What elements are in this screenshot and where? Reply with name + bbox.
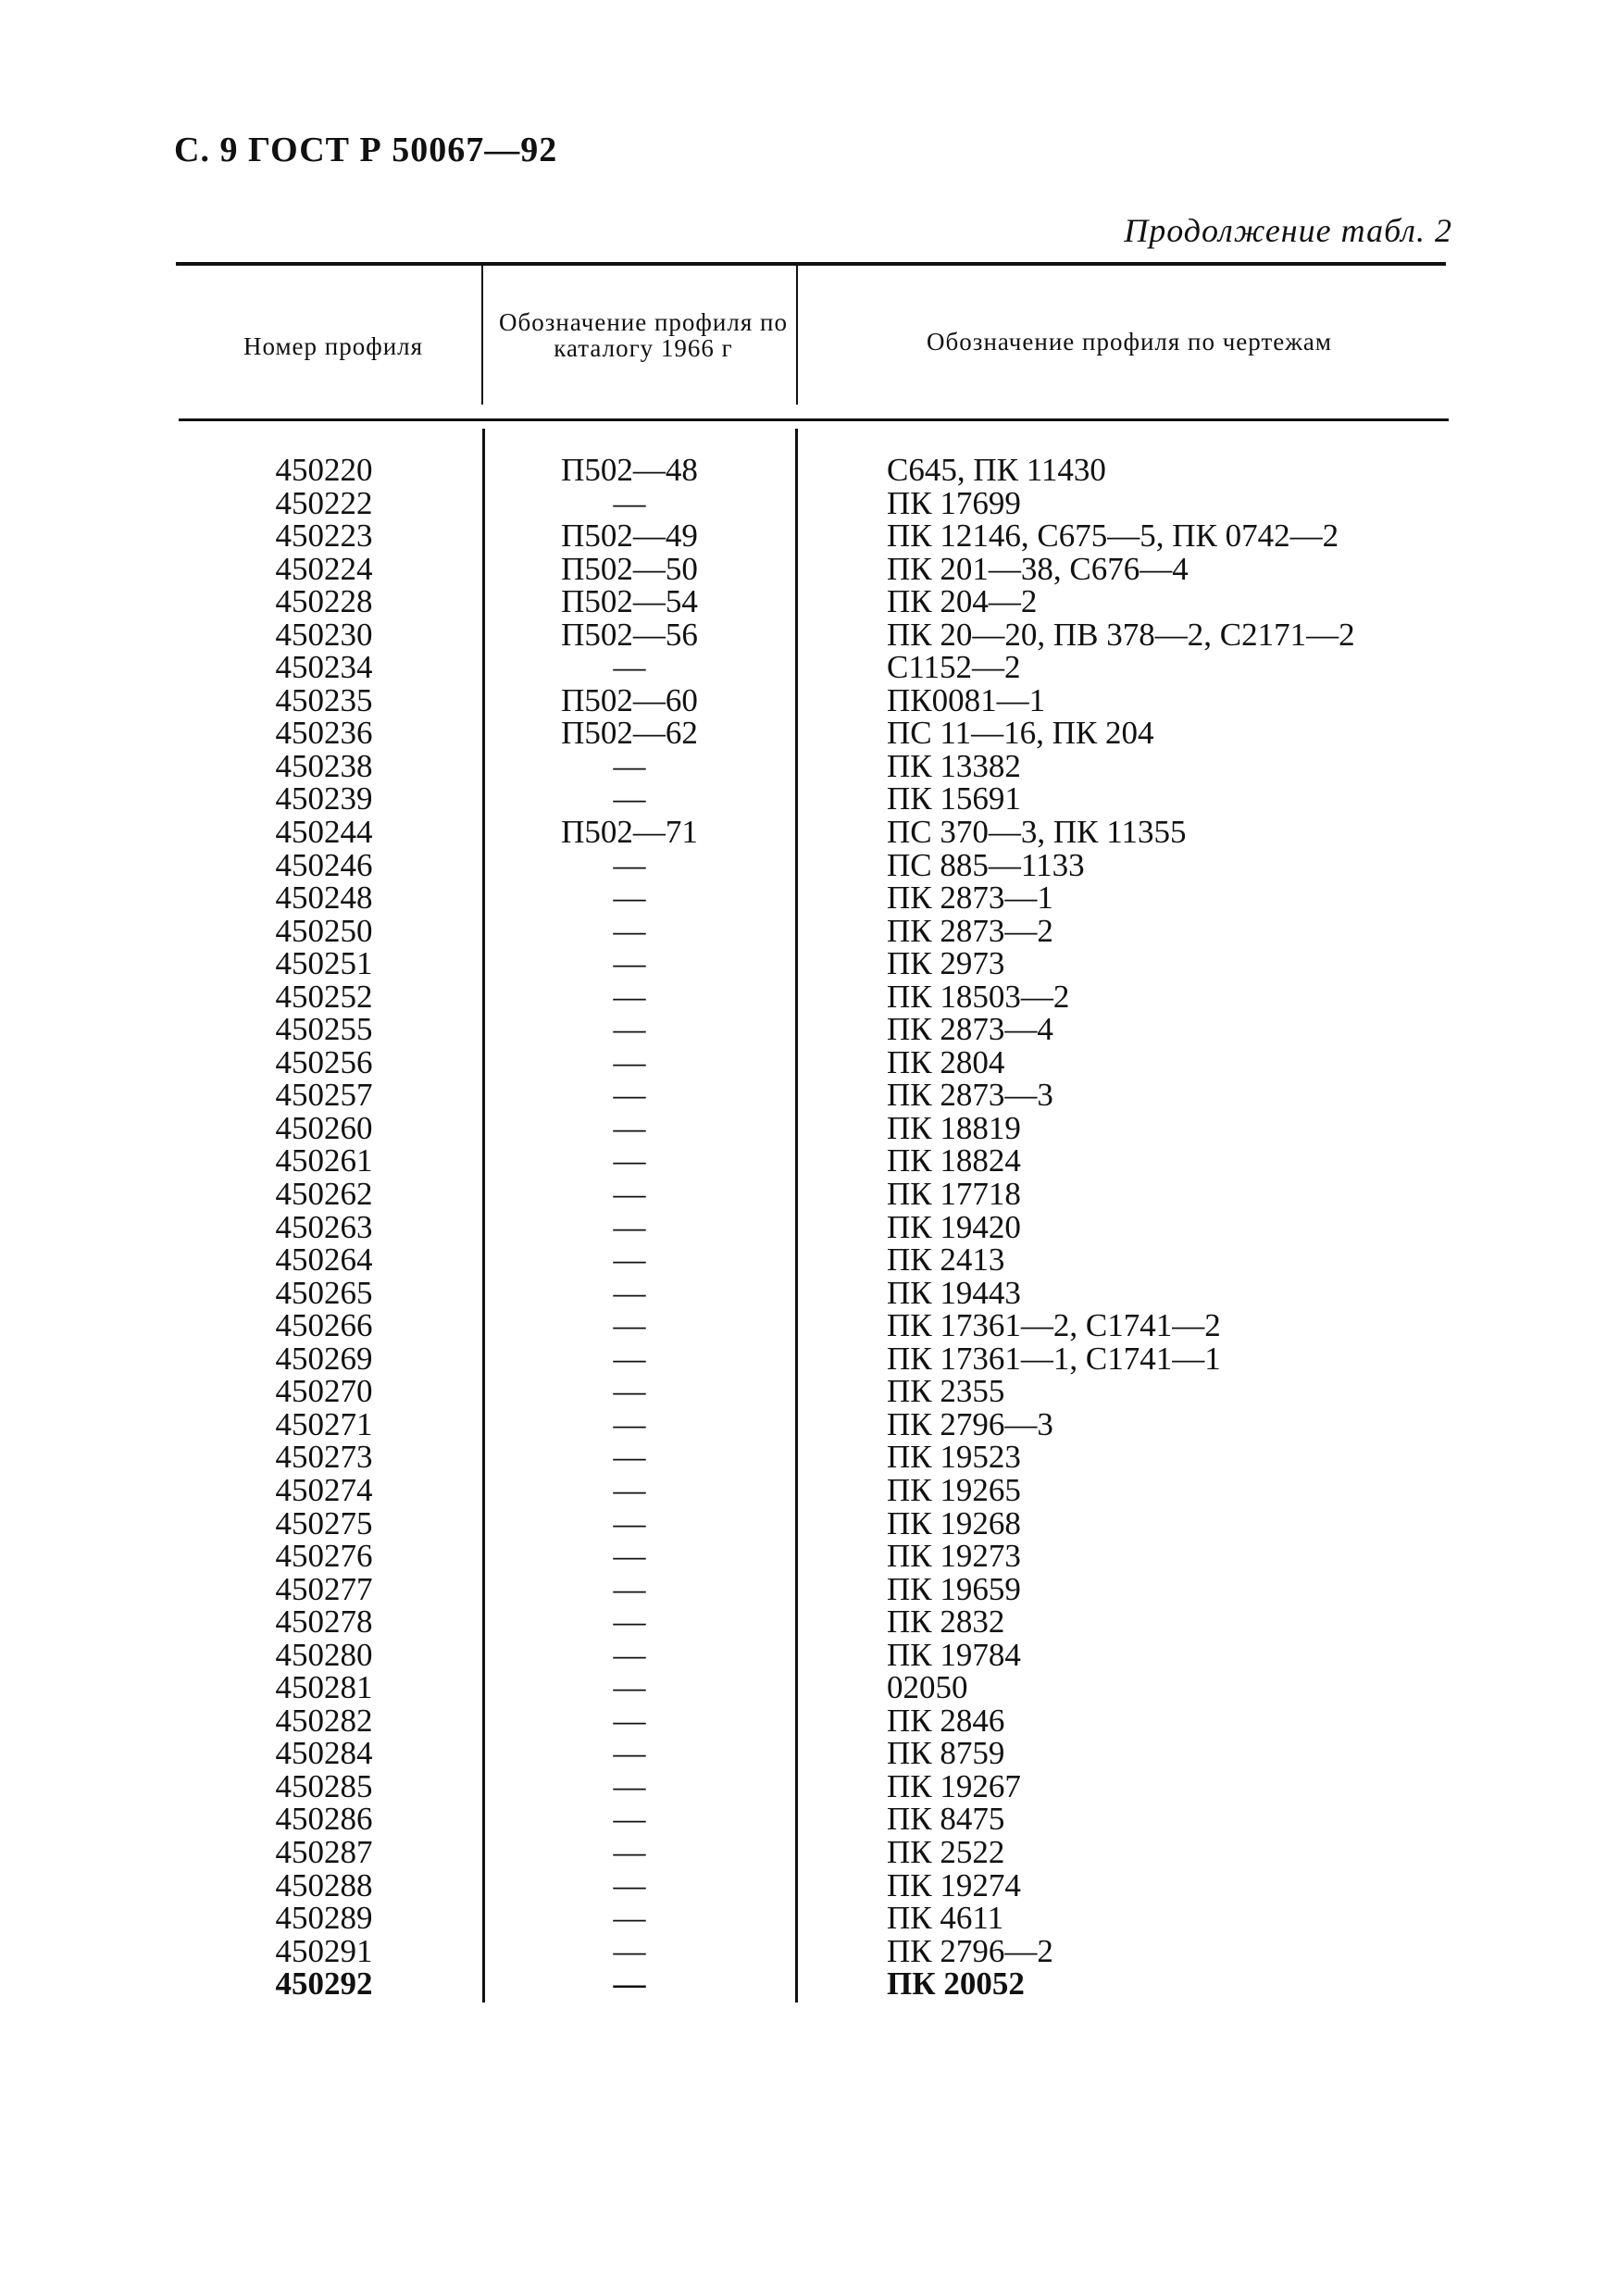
catalog-designation-cell: — — [613, 1702, 646, 1739]
profile-number-cell: 450224 — [275, 550, 373, 587]
table-row — [0, 1504, 1619, 1541]
drawing-designation-cell: ПК 17361—1, С1741—1 — [887, 1340, 1221, 1377]
table-row — [0, 1405, 1619, 1442]
drawing-designation-cell: ПК 19420 — [887, 1208, 1021, 1245]
catalog-designation-cell: — — [613, 1274, 646, 1311]
profile-number-cell: 450287 — [275, 1833, 373, 1870]
table-row — [0, 1441, 1619, 1474]
profile-number-cell: 450251 — [275, 945, 373, 982]
drawing-designation-cell: ПК 8475 — [887, 1801, 1005, 1838]
drawing-designation-cell: ПК 19443 — [887, 1274, 1021, 1311]
profile-number-cell: 450278 — [275, 1603, 373, 1641]
drawing-designation-cell: ПК 17718 — [887, 1176, 1021, 1213]
column-header-drawing-designation: Обозначение профиля по чертежам — [927, 328, 1332, 356]
drawing-designation-cell: ПК 2796—3 — [887, 1405, 1053, 1442]
profile-number-cell: 450277 — [275, 1570, 373, 1607]
table-top-rule — [176, 262, 1446, 266]
profile-number-cell: 450269 — [275, 1340, 373, 1377]
table-row — [0, 1109, 1619, 1146]
drawing-designation-cell: ПК 2873—3 — [887, 1077, 1053, 1114]
header-bottom-rule — [179, 418, 1449, 421]
profile-number-cell: 450265 — [275, 1274, 373, 1311]
profile-number-cell: 450234 — [275, 649, 373, 686]
table-row — [0, 1079, 1619, 1112]
drawing-designation-cell: ПК 20052 — [887, 1965, 1025, 2003]
table-row — [0, 747, 1619, 784]
profile-number-cell: 450261 — [275, 1142, 373, 1179]
catalog-designation-cell: — — [613, 1801, 646, 1838]
profile-number-cell: 450288 — [275, 1866, 373, 1903]
profile-number-cell: 450230 — [275, 616, 373, 653]
catalog-designation-cell: — — [613, 747, 646, 784]
profile-number-cell: 450228 — [275, 583, 373, 620]
catalog-designation-cell: — — [613, 1603, 646, 1641]
table-row — [0, 1342, 1619, 1376]
drawing-designation-cell: ПК 17361—2, С1741—2 — [887, 1307, 1221, 1344]
table-row — [0, 1274, 1619, 1311]
table-row — [0, 618, 1619, 652]
profile-number-cell: 450248 — [275, 880, 373, 917]
profile-number-cell: 450264 — [275, 1242, 373, 1279]
table-row — [0, 550, 1619, 587]
catalog-designation-cell: — — [613, 978, 646, 1015]
profile-number-cell: 450263 — [275, 1208, 373, 1245]
drawing-designation-cell: ПК 2973 — [887, 945, 1005, 982]
profile-number-cell: 450291 — [275, 1932, 373, 1969]
table-row — [0, 1866, 1619, 1903]
catalog-designation-cell: — — [613, 649, 646, 686]
column-header-profile-number: Номер профиля — [243, 332, 424, 360]
drawing-designation-cell: ПК 19523 — [887, 1439, 1021, 1476]
table-row — [0, 1671, 1619, 1704]
table-row — [0, 1309, 1619, 1342]
catalog-designation-cell: — — [613, 1833, 646, 1870]
profile-number-cell: 450276 — [275, 1538, 373, 1575]
drawing-designation-cell: ПК 18503—2 — [887, 978, 1070, 1015]
catalog-designation-cell: — — [613, 1932, 646, 1969]
table-row — [0, 1833, 1619, 1870]
catalog-designation-cell: — — [613, 1900, 646, 1937]
drawing-designation-cell: ПК 19268 — [887, 1504, 1021, 1541]
drawing-designation-cell: ПК 13382 — [887, 747, 1021, 784]
catalog-designation-cell: — — [613, 1866, 646, 1903]
catalog-designation-cell: — — [613, 880, 646, 917]
table-row — [0, 782, 1619, 816]
catalog-designation-cell: — — [613, 1043, 646, 1080]
profile-number-cell: 450255 — [275, 1011, 373, 1048]
drawing-designation-cell: ПК 12146, С675—5, ПК 0742—2 — [887, 518, 1339, 555]
catalog-designation-cell: — — [613, 1109, 646, 1146]
catalog-designation-cell: — — [613, 484, 646, 521]
page-header: С. 9 ГОСТ Р 50067—92 — [174, 131, 558, 169]
drawing-designation-cell: ПК 2873—4 — [887, 1011, 1053, 1048]
catalog-designation-cell: — — [613, 1471, 646, 1508]
table-row — [0, 1767, 1619, 1804]
table-row — [0, 816, 1619, 849]
catalog-designation-cell: — — [613, 780, 646, 817]
drawing-designation-cell: ПК 2846 — [887, 1702, 1005, 1739]
table-row — [0, 1605, 1619, 1639]
table-row — [0, 1471, 1619, 1508]
profile-number-cell: 450256 — [275, 1043, 373, 1080]
catalog-designation-cell: — — [613, 1373, 646, 1410]
table-row — [0, 454, 1619, 487]
profile-number-cell: 450220 — [275, 452, 373, 488]
profile-number-cell: 450280 — [275, 1636, 373, 1673]
table-row — [0, 651, 1619, 684]
profile-number-cell: 450273 — [275, 1439, 373, 1476]
table-caption: Продолжение табл. 2 — [1124, 212, 1452, 249]
table-row — [0, 1375, 1619, 1408]
drawing-designation-cell: 02050 — [887, 1669, 968, 1706]
profile-number-cell: 450222 — [275, 484, 373, 521]
drawing-designation-cell: ПК 201—38, С676—4 — [887, 550, 1189, 587]
catalog-designation-cell: П502—56 — [561, 616, 698, 653]
profile-number-cell: 450292 — [275, 1965, 373, 2003]
table-row — [0, 1013, 1619, 1046]
table-row — [0, 717, 1619, 750]
profile-number-cell: 450281 — [275, 1669, 373, 1706]
table-row — [0, 519, 1619, 553]
catalog-designation-cell: — — [613, 1767, 646, 1804]
drawing-designation-cell: ПК 17699 — [887, 484, 1021, 521]
profile-number-cell: 450257 — [275, 1077, 373, 1114]
drawing-designation-cell: ПК 4611 — [887, 1900, 1004, 1937]
table-row — [0, 681, 1619, 718]
table-row — [0, 1570, 1619, 1607]
profile-number-cell: 450252 — [275, 978, 373, 1015]
drawing-designation-cell: ПС 885—1133 — [887, 846, 1085, 883]
table-row — [0, 846, 1619, 883]
profile-number-cell: 450223 — [275, 518, 373, 555]
table-row — [0, 912, 1619, 949]
drawing-designation-cell: ПК 18824 — [887, 1142, 1021, 1179]
profile-number-cell: 450266 — [275, 1307, 373, 1344]
profile-number-cell: 450262 — [275, 1176, 373, 1213]
profile-number-cell: 450236 — [275, 715, 373, 752]
profile-number-cell: 450289 — [275, 1900, 373, 1937]
drawing-designation-cell: С645, ПК 11430 — [887, 452, 1106, 488]
drawing-designation-cell: ПК0081—1 — [887, 681, 1046, 718]
catalog-designation-cell: П502—54 — [561, 583, 698, 620]
drawing-designation-cell: ПК 204—2 — [887, 583, 1038, 620]
drawing-designation-cell: ПК 15691 — [887, 780, 1021, 817]
table-body — [0, 454, 1619, 2001]
table-row — [0, 1967, 1619, 2001]
table-row — [0, 1208, 1619, 1245]
column-divider-1-header — [481, 266, 483, 405]
drawing-designation-cell: ПК 20—20, ПВ 378—2, С2171—2 — [887, 616, 1355, 653]
catalog-designation-cell: — — [613, 1439, 646, 1476]
drawing-designation-cell: ПС 11—16, ПК 204 — [887, 715, 1154, 752]
drawing-designation-cell: ПК 19265 — [887, 1471, 1021, 1508]
profile-number-cell: 450285 — [275, 1767, 373, 1804]
profile-number-cell: 450271 — [275, 1405, 373, 1442]
drawing-designation-cell: ПК 19659 — [887, 1570, 1021, 1607]
catalog-designation-cell: — — [613, 1570, 646, 1607]
catalog-designation-cell: — — [613, 1669, 646, 1706]
profile-number-cell: 450284 — [275, 1735, 373, 1772]
catalog-designation-cell: — — [613, 1011, 646, 1048]
drawing-designation-cell: ПС 370—3, ПК 11355 — [887, 814, 1187, 851]
drawing-designation-cell: ПК 19274 — [887, 1866, 1021, 1903]
drawing-designation-cell: ПК 2873—1 — [887, 880, 1053, 917]
profile-number-cell: 450274 — [275, 1471, 373, 1508]
profile-number-cell: 450282 — [275, 1702, 373, 1739]
drawing-designation-cell: ПК 8759 — [887, 1735, 1005, 1772]
catalog-designation-cell: — — [613, 1735, 646, 1772]
catalog-designation-cell: — — [613, 1176, 646, 1213]
table-row — [0, 881, 1619, 915]
catalog-designation-cell: — — [613, 1307, 646, 1344]
profile-number-cell: 450239 — [275, 780, 373, 817]
catalog-designation-cell: — — [613, 1636, 646, 1673]
catalog-designation-cell: — — [613, 1405, 646, 1442]
drawing-designation-cell: С1152—2 — [887, 649, 1021, 686]
drawing-designation-cell: ПК 2522 — [887, 1833, 1005, 1870]
catalog-designation-cell: — — [613, 1208, 646, 1245]
catalog-designation-cell: П502—60 — [561, 681, 698, 718]
catalog-designation-cell: П502—48 — [561, 452, 698, 488]
catalog-designation-cell: П502—50 — [561, 550, 698, 587]
drawing-designation-cell: ПК 19784 — [887, 1636, 1021, 1673]
column-header-catalog-designation: Обозначение профиля по каталогу 1966 г — [499, 308, 788, 362]
table-row — [0, 1932, 1619, 1969]
drawing-designation-cell: ПК 19273 — [887, 1538, 1021, 1575]
catalog-designation-cell: — — [613, 1340, 646, 1377]
table-row — [0, 585, 1619, 618]
catalog-designation-cell: — — [613, 1504, 646, 1541]
drawing-designation-cell: ПК 2832 — [887, 1603, 1005, 1641]
table-row — [0, 1144, 1619, 1178]
profile-number-cell: 450260 — [275, 1109, 373, 1146]
profile-number-cell: 450246 — [275, 846, 373, 883]
catalog-designation-cell: — — [613, 912, 646, 949]
table-row — [0, 1178, 1619, 1211]
profile-number-cell: 450238 — [275, 747, 373, 784]
catalog-designation-cell: П502—49 — [561, 518, 698, 555]
drawing-designation-cell: ПК 2804 — [887, 1043, 1005, 1080]
table-row — [0, 1043, 1619, 1080]
drawing-designation-cell: ПК 19267 — [887, 1767, 1021, 1804]
catalog-designation-cell: П502—62 — [561, 715, 698, 752]
table-row — [0, 1704, 1619, 1738]
catalog-designation-cell: — — [613, 1538, 646, 1575]
table-row — [0, 1636, 1619, 1673]
table-row — [0, 947, 1619, 980]
drawing-designation-cell: ПК 2873—2 — [887, 912, 1053, 949]
table-row — [0, 980, 1619, 1014]
profile-number-cell: 450250 — [275, 912, 373, 949]
profile-number-cell: 450244 — [275, 814, 373, 851]
drawing-designation-cell: ПК 2796—2 — [887, 1932, 1053, 1969]
table-row — [0, 1902, 1619, 1935]
table-row — [0, 484, 1619, 521]
table-row — [0, 1803, 1619, 1836]
table-row — [0, 1540, 1619, 1573]
catalog-designation-cell: — — [613, 846, 646, 883]
table-row — [0, 1737, 1619, 1770]
drawing-designation-cell: ПК 2355 — [887, 1373, 1005, 1410]
catalog-designation-cell: — — [613, 1242, 646, 1279]
catalog-designation-cell: — — [613, 1077, 646, 1114]
drawing-designation-cell: ПК 18819 — [887, 1109, 1021, 1146]
column-divider-2-header — [796, 266, 798, 405]
catalog-designation-cell: — — [613, 1142, 646, 1179]
catalog-designation-cell: — — [613, 945, 646, 982]
catalog-designation-cell: — — [613, 1965, 646, 2003]
catalog-designation-cell: П502—71 — [561, 814, 698, 851]
drawing-designation-cell: ПК 2413 — [887, 1242, 1005, 1279]
table-row — [0, 1243, 1619, 1277]
profile-number-cell: 450275 — [275, 1504, 373, 1541]
profile-number-cell: 450235 — [275, 681, 373, 718]
profile-number-cell: 450270 — [275, 1373, 373, 1410]
profile-number-cell: 450286 — [275, 1801, 373, 1838]
